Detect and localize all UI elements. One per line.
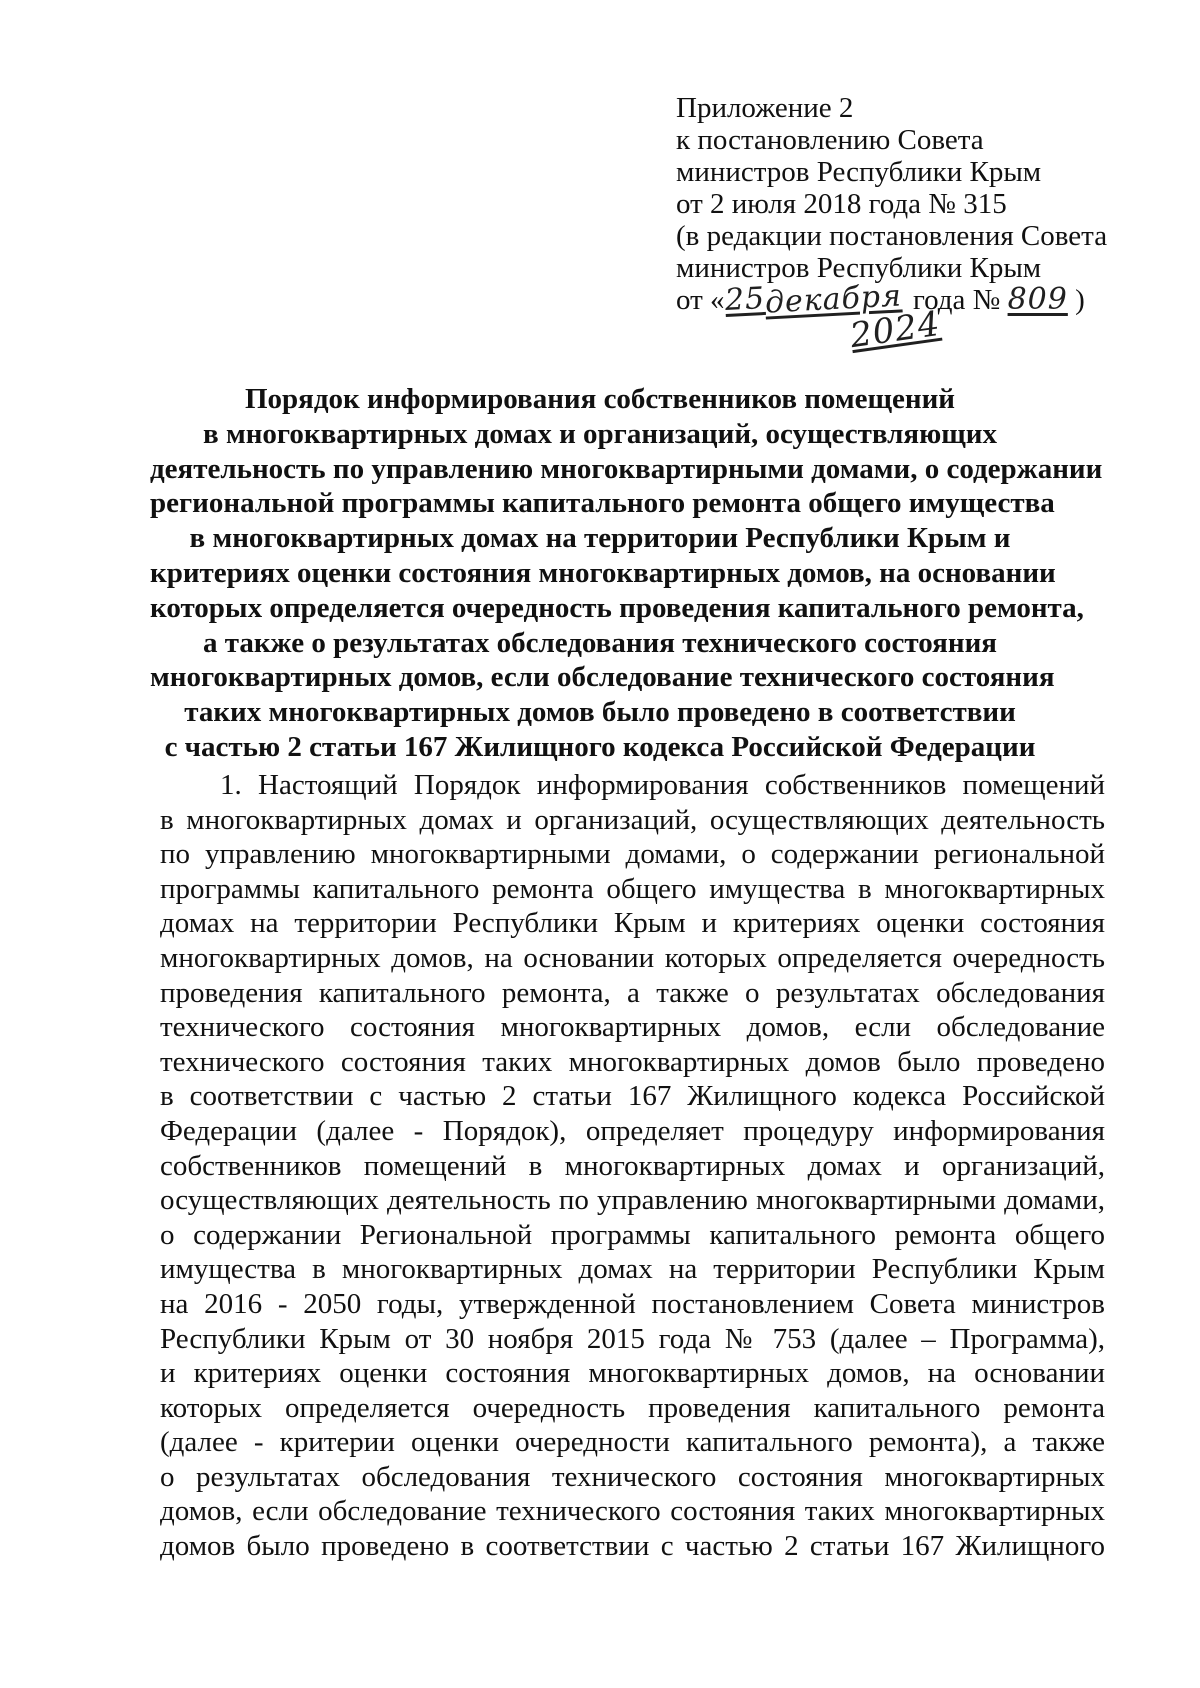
body-line: (далее - критерии оценки очередности капитального ремонта), а также <box>160 1426 1105 1459</box>
body-line: о результатах обследования технического состояния многоквартирных <box>160 1460 1105 1493</box>
title-line: региональной программы капитального ремонта общего имущества <box>150 487 1055 520</box>
body-line: многоквартирных домов, на основании которых определяется очередность <box>160 941 1105 974</box>
appendix-header-line: к постановлению Совета <box>676 124 984 156</box>
date-suffix: ) <box>1075 284 1085 316</box>
title-line: которых определяется очередность проведения капитального ремонта, <box>150 591 1084 624</box>
handwritten-month: декабря <box>763 278 903 321</box>
appendix-header-line: от 2 июля 2018 года № 315 <box>676 188 1007 220</box>
title-line: с частью 2 статьи 167 Жилищного кодекса Российской Федерации <box>164 730 1036 763</box>
title-line: критериях оценки состояния многоквартирных домов, на основании <box>150 556 1056 589</box>
handwritten-day: 25 <box>723 280 766 319</box>
body-line: собственников помещений в многоквартирных домах и организаций, <box>160 1149 1105 1182</box>
body-line: программы капитального ремонта общего имущества в многоквартирных <box>160 872 1105 905</box>
body-line: о содержании Региональной программы капитального ремонта общего <box>160 1218 1105 1251</box>
appendix-header-line: министров Республики Крым <box>676 252 1042 284</box>
handwritten-year: 2024 <box>847 303 943 357</box>
body-line: проведения капитального ремонта, а также о результатах обследования <box>160 976 1105 1009</box>
body-line: 1. Настоящий Порядок информирования собственников помещений <box>220 769 1105 801</box>
body-line: в соответствии с частью 2 статьи 167 Жилищного кодекса Российской <box>160 1080 1105 1113</box>
body-line: домов, если обследование технического состояния таких многоквартирных <box>160 1495 1105 1528</box>
body-line: технического состояния таких многоквартирных домов было проведено <box>160 1045 1105 1078</box>
body-line: домах на территории Республики Крым и критериях оценки состояния <box>160 907 1105 940</box>
body-line: которых определяется очередность проведения капитального ремонта <box>160 1391 1105 1424</box>
body-line: и критериях оценки состояния многоквартирных домов, на основании <box>160 1357 1105 1390</box>
title-line: а также о результатах обследования технического состояния <box>203 626 997 659</box>
appendix-header-line: министров Республики Крым <box>676 156 1042 188</box>
title-line: Порядок информирования собственников помещений <box>245 383 955 415</box>
body-line: Федерации (далее - Порядок), определяет процедуру информирования <box>160 1114 1105 1147</box>
title-line: в многоквартирных домах на территории Республики Крым и <box>189 522 1011 555</box>
body-line: по управлению многоквартирными домами, о содержании региональной <box>160 838 1105 871</box>
appendix-header <box>676 92 1116 357</box>
date-prefix: от « <box>676 284 725 316</box>
body-line: на 2016 - 2050 годы, утвержденной постановлением Совета министров <box>160 1287 1105 1320</box>
body-line: Республики Крым от 30 ноября 2015 года № 753 (далее – Программа), <box>160 1322 1105 1355</box>
body-line: в многоквартирных домах и организаций, осуществляющих деятельность <box>160 803 1105 836</box>
appendix-header-line: Приложение 2 <box>676 92 854 124</box>
title-line: деятельность по управлению многоквартирными домами, о содержании <box>150 452 1103 485</box>
body-line: технического состояния многоквартирных домов, если обследование <box>160 1011 1105 1044</box>
body-line: имущества в многоквартирных домах на территории Республики Крым <box>160 1253 1105 1286</box>
body-line: осуществляющих деятельность по управлению многоквартирными домами, <box>160 1184 1105 1217</box>
document-title <box>150 382 1103 765</box>
body-paragraph <box>160 768 1105 1564</box>
title-line: в многоквартирных домах и организаций, осуществляющих <box>203 417 997 450</box>
handwritten-number: 809 <box>1007 282 1068 317</box>
title-line: многоквартирных домов, если обследование технического состояния <box>150 661 1055 694</box>
body-line: домов было проведено в соответствии с частью 2 статьи 167 Жилищного <box>160 1530 1105 1563</box>
title-line: таких многоквартирных домов было проведено в соответствии <box>184 696 1016 729</box>
appendix-header-line: (в редакции постановления Совета <box>676 220 1108 252</box>
date-year-word: года № <box>912 284 1001 316</box>
amendment-date-line <box>676 278 1116 357</box>
